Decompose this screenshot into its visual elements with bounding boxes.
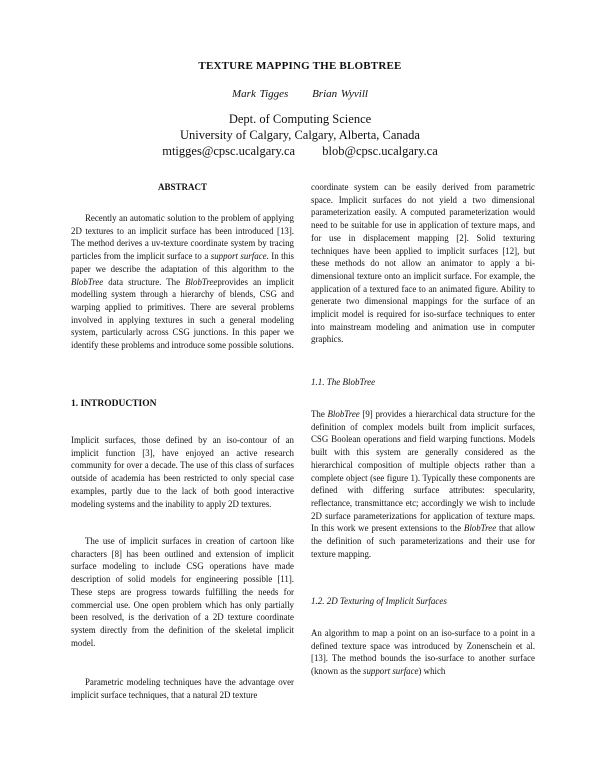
department: Dept. of Computing Science bbox=[228, 112, 372, 126]
texturing-paragraph: An algorithm to map a point on an iso-surface to a point in a defined texture space was introduced by Zonenschein et al. [13]. The method bounds the iso-surface to another surface (known as the support surface) which bbox=[311, 628, 535, 677]
subsection-heading-blobtree: 1.1. The BlobTree bbox=[311, 377, 376, 387]
subsection-heading-2d-texturing: 1.2. 2D Texturing of Implicit Surfaces bbox=[311, 596, 447, 606]
intro-continued-paragraph: coordinate system can be easily derived from parametric space. Implicit surfaces do not yield a two dimensional parameterization easily. A computed parameterization would need to be suitable for use in application of texture maps, and for use in displacement mapping [2]. Solid texturing techniques have been applied to implicit surfaces [12], but these methods do not allow an animator to apply a bi-dimensional texture onto an implicit surface. For example, the application of a textured face to an animated figure. Ability to generate two dimensional mappings for the surface of an implicit model is required for iso-surface techniques to enter into mainstream modeling and animation use in computer graphics. bbox=[311, 182, 535, 345]
intro-paragraph-1: Implicit surfaces, those defined by an iso-contour of an implicit function [3], have enjoyed an active research community for over a decade. The use of this class of surfaces outside of academia has been restricted to only special case examples, partly due to the lack of both good interactive modeling systems and the inability to apply 2D textures. bbox=[71, 435, 294, 509]
paper-title: TEXTURE MAPPING THE BLOBTREE bbox=[198, 60, 402, 72]
author-list bbox=[0, 88, 600, 100]
abstract-heading: ABSTRACT bbox=[157, 182, 207, 192]
abstract-body bbox=[71, 212, 294, 352]
author-name: Mark Tigges bbox=[232, 88, 289, 100]
abstract-paragraph: Recently an automatic solution to the problem of applying 2D textures to an implicit surface has been introduced [13]. The method derives a uv-texture coordinate system by tracing particles from the implicit surface to a support surface. In this paper we describe the adaptation of this algorithm to the BlobTree data structure. The BlobTreeprovides an implicit modelling system through a hierarchy of blends, CSG and warping applied to primitives. There are several problems involved in applying textures in such a general modeling system, particularly across CSG junctions. In this paper we identify these problems and introduce some possible solutions. bbox=[71, 213, 294, 351]
email: mtigges@cpsc.ucalgary.ca bbox=[162, 144, 296, 158]
intro-paragraph-3: Parametric modeling techniques have the advantage over implicit surface techniques, that a natural 2D texture bbox=[71, 677, 294, 700]
author-emails bbox=[0, 144, 600, 159]
blobtree-paragraph: The BlobTree [9] provides a hierarchical data structure for the definition of complex models built from implicit surfaces, CSG Boolean operations and field warping functions. Models built with this system are generally considered as the hierarchical composition of multiple objects rather than a complete object (see figure 1). Typically these components are defined with differing surface attributes: specularity, reflectance, transmittance etc; accordingly we wish to include 2D surface parameterizations for application of texture maps. In this work we present extensions to the BlobTree that allow the definition of such parameterizations and their use for texture mapping. bbox=[311, 409, 535, 559]
university: University of Calgary, Calgary, Alberta, Canada bbox=[180, 128, 420, 142]
section-heading-introduction: 1. INTRODUCTION bbox=[71, 399, 157, 409]
intro-paragraph-2: The use of implicit surfaces in creation of cartoon like characters [8] has been outlined and extension of implicit surface modeling to include CSG operations have made description of solid models for engineering possible [11]. These steps are progress towards fulfilling the needs for commercial use. One open problem which has only partially been resolved, is the derivation of a 2D texture coordinate system directly from the definition of the skeletal implicit model. bbox=[71, 536, 294, 648]
email: blob@cpsc.ucalgary.ca bbox=[322, 144, 438, 158]
author-name: Brian Wyvill bbox=[312, 88, 368, 100]
